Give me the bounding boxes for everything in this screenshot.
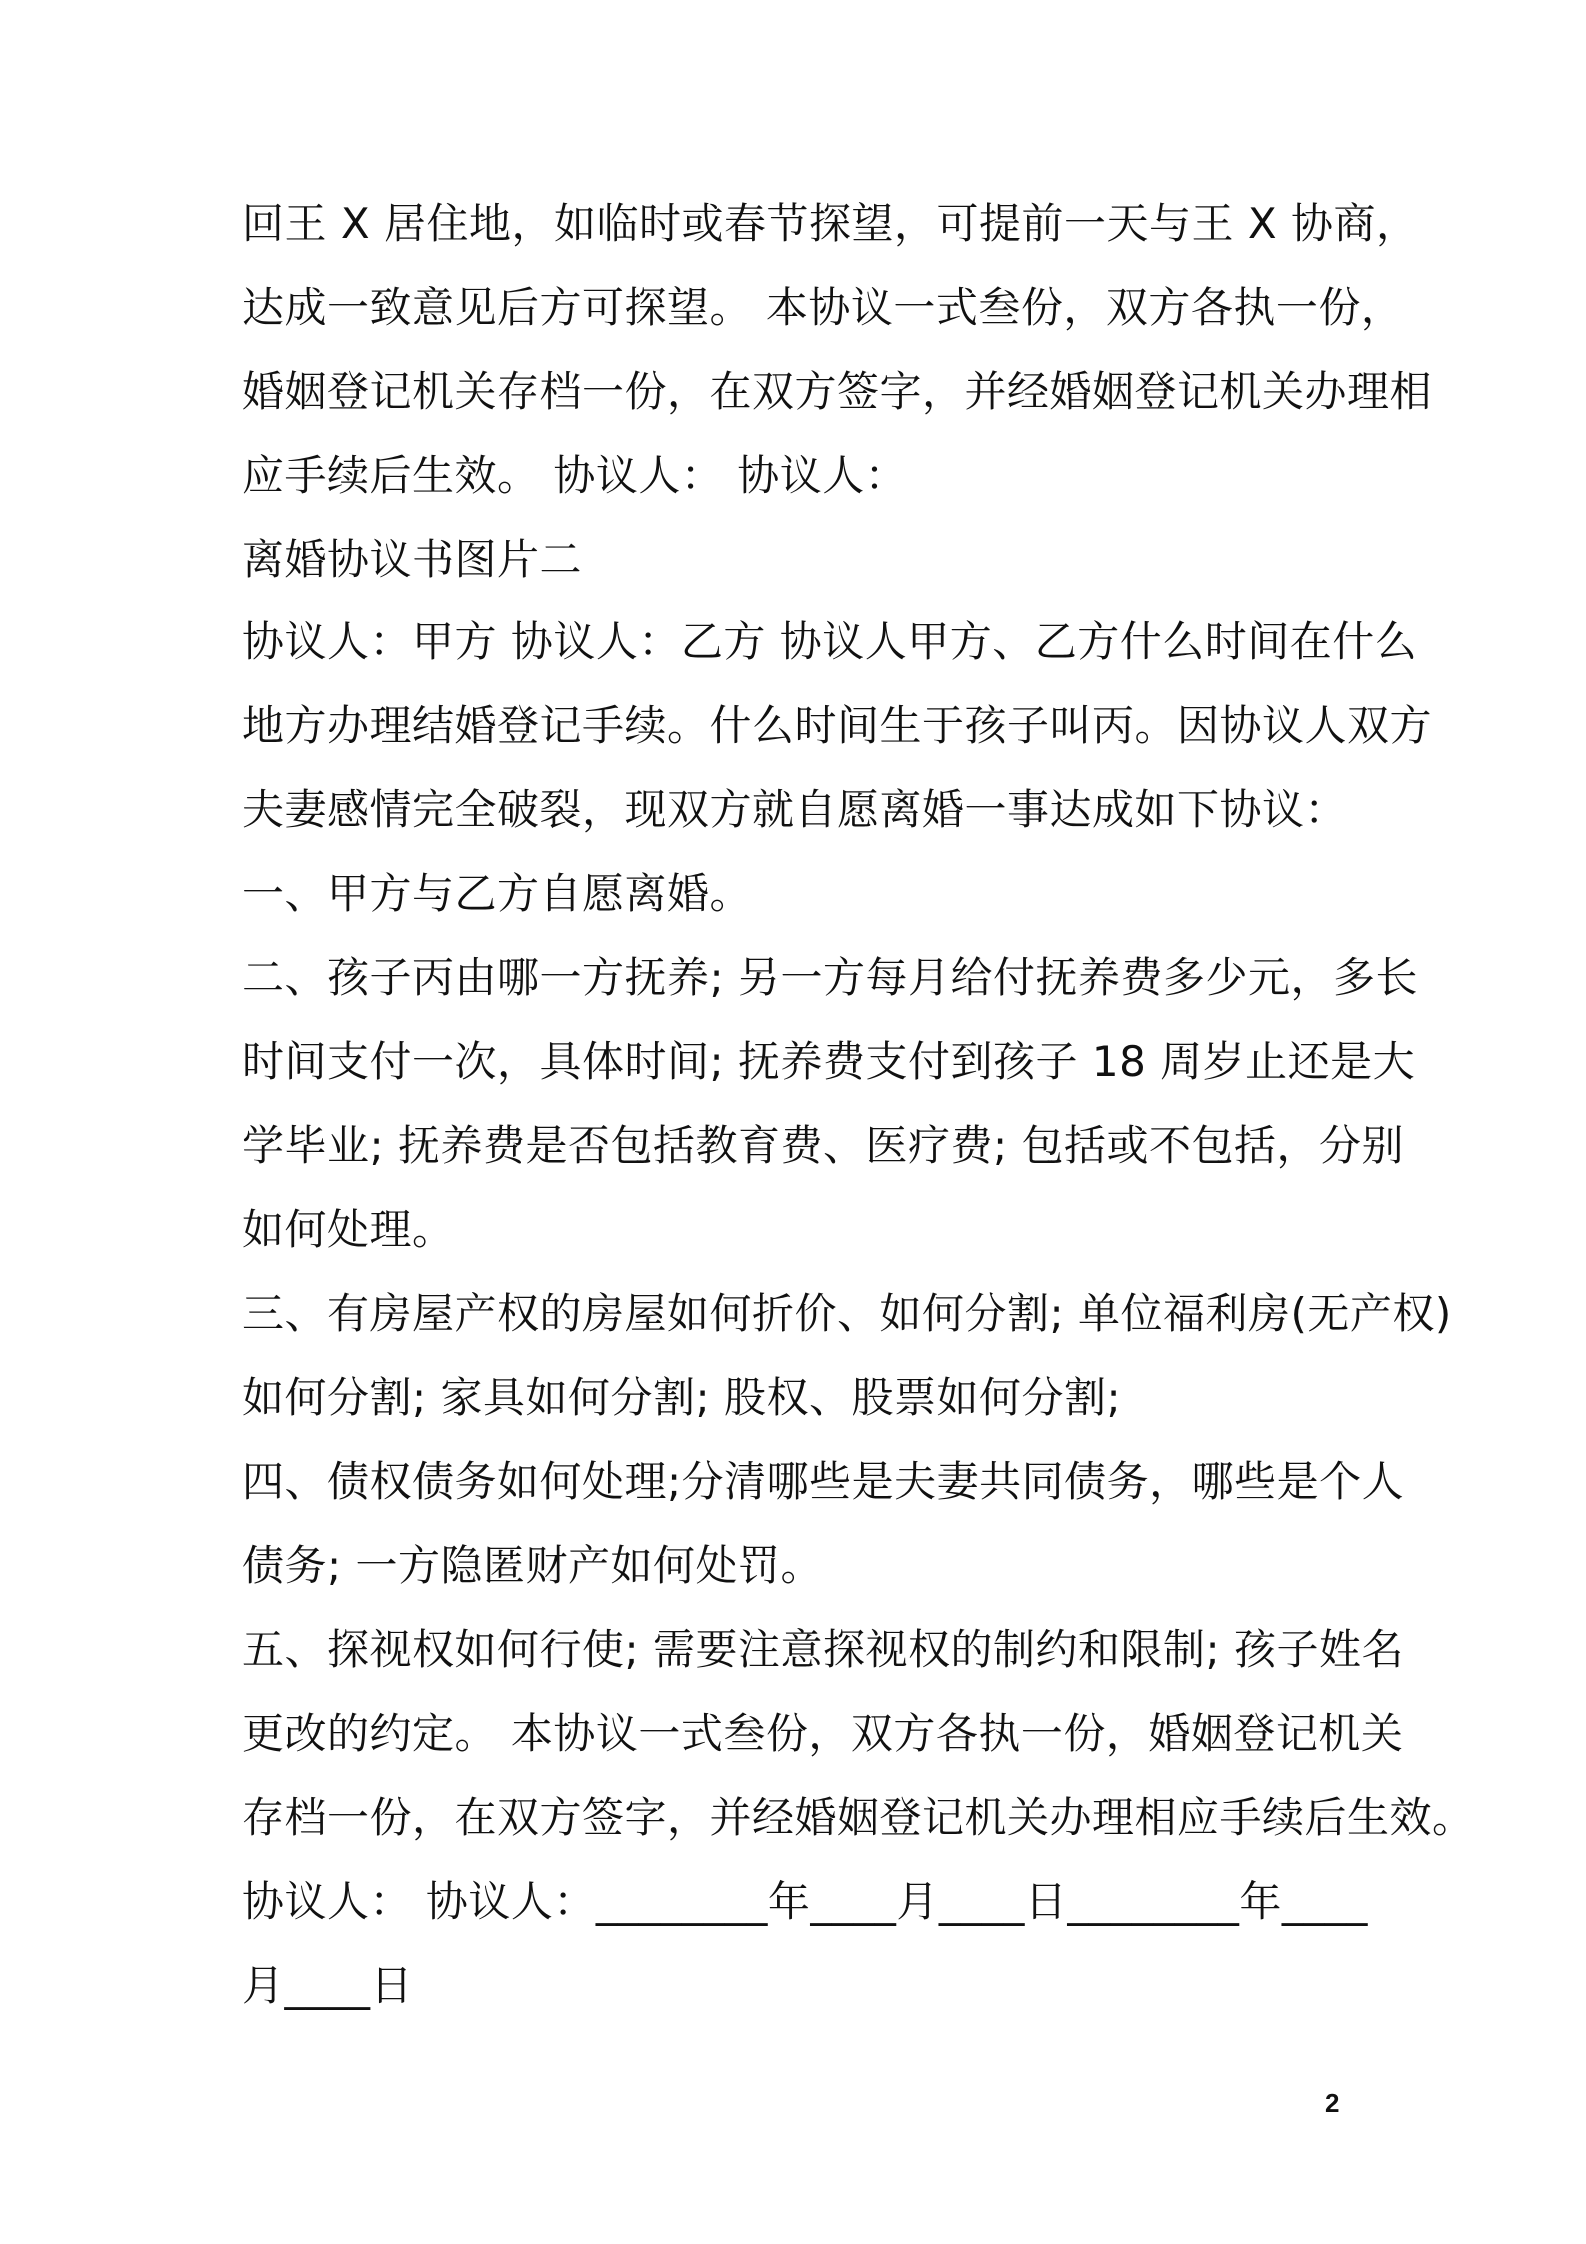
text-line: 夫妻感情完全破裂，现双方就自愿离婚一事达成如下协议： (242, 785, 1348, 834)
text-line: 应手续后生效。 协议人： 协议人： (242, 451, 908, 500)
text-line: 回王 X 居住地，如临时或春节探望，可提前一天与王 X 协商， (242, 199, 1419, 248)
text-line: 三、有房屋产权的房屋如何折价、如何分割; 单位福利房(无产权) (242, 1289, 1452, 1338)
text-line: 时间支付一次，具体时间; 抚养费支付到孩子 18 周岁止还是大 (242, 1037, 1416, 1086)
text-line: 地方办理结婚登记手续。什么时间生于孩子叫丙。因协议人双方 (242, 701, 1433, 750)
text-line: 一、甲方与乙方自愿离婚。 (242, 869, 753, 918)
page-number: 2 (1325, 2088, 1340, 2118)
text-line: 学毕业; 抚养费是否包括教育费、医疗费; 包括或不包括，分别 (242, 1121, 1405, 1170)
text-line: 债务; 一方隐匿财产如何处罚。 (242, 1541, 824, 1590)
text-line: 协议人：甲方 协议人：乙方 协议人甲方、乙方什么时间在什么 (242, 617, 1418, 666)
text-line: 五、探视权如何行使; 需要注意探视权的制约和限制; 孩子姓名 (242, 1625, 1405, 1674)
signature-line: 月____日 (242, 1961, 414, 2010)
text-line: 达成一致意见后方可探望。 本协议一式叁份，双方各执一份， (242, 283, 1404, 332)
text-line: 如何处理。 (242, 1205, 455, 1254)
text-line: 婚姻登记机关存档一份，在双方签字，并经婚姻登记机关办理相 (242, 367, 1433, 416)
text-line: 如何分割; 家具如何分割; 股权、股票如何分割; (242, 1373, 1122, 1422)
section-heading: 离婚协议书图片二 (242, 535, 583, 584)
text-line: 二、孩子丙由哪一方抚养; 另一方每月给付抚养费多少元，多长 (242, 953, 1419, 1002)
text-line: 更改的约定。 本协议一式叁份，双方各执一份，婚姻登记机关 (242, 1709, 1404, 1758)
text-line: 四、债权债务如何处理;分清哪些是夫妻共同债务，哪些是个人 (242, 1457, 1405, 1506)
text-line: 存档一份，在双方签字，并经婚姻登记机关办理相应手续后生效。 (242, 1793, 1475, 1842)
signature-line: 协议人： 协议人：________年____月____日________年____ (242, 1877, 1368, 1926)
